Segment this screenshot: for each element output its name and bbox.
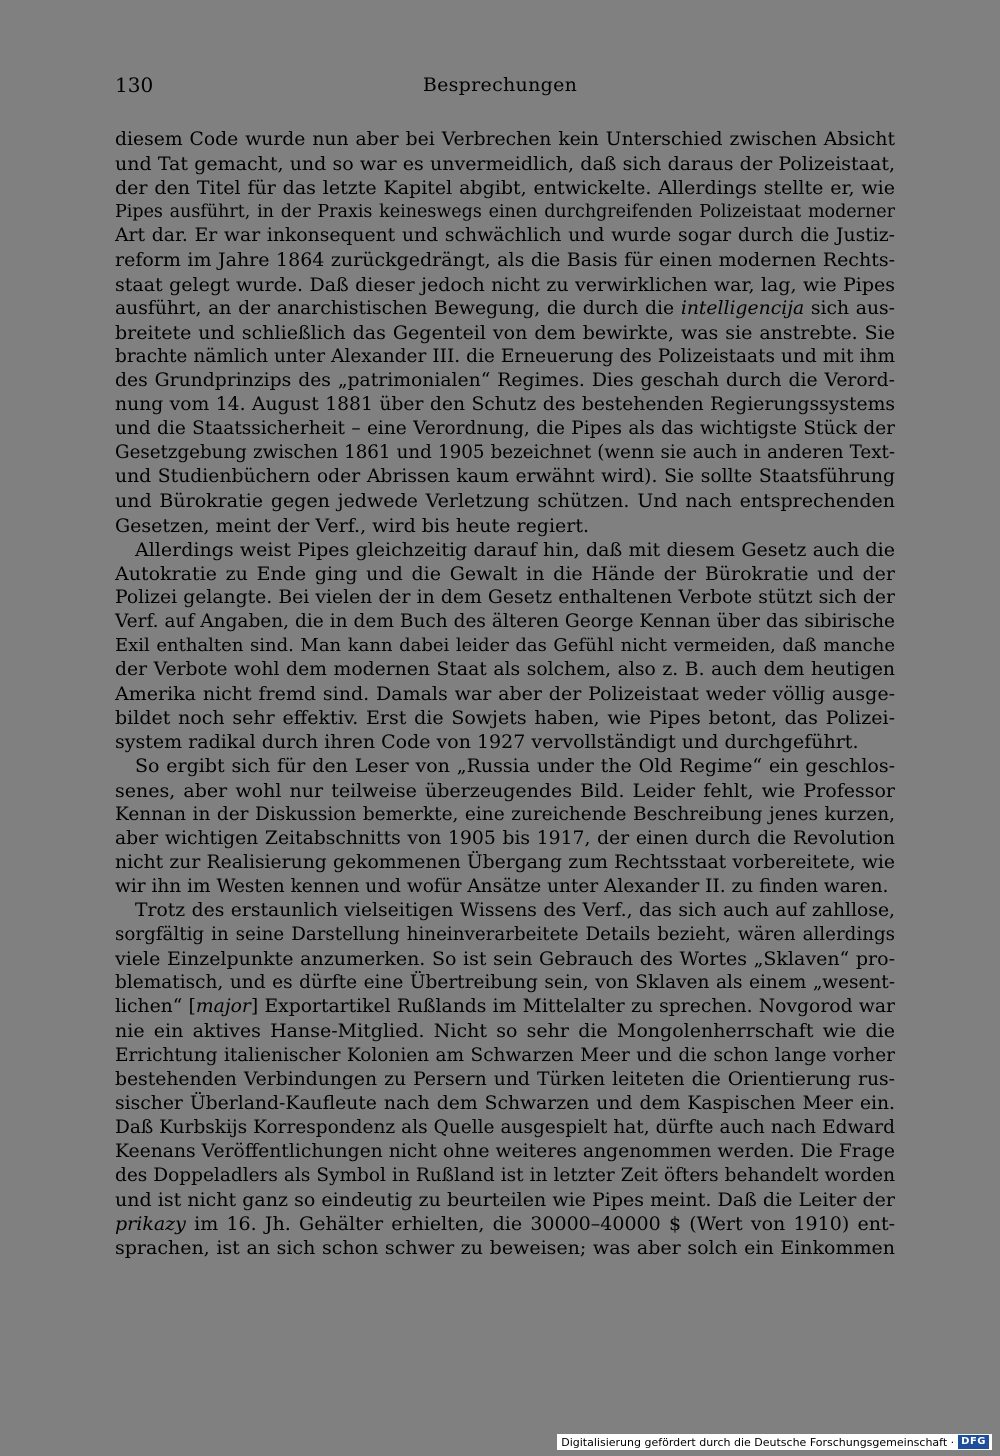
text-line: Autokratie zu Ende ging und die Gewalt in die Hände der Bürokratie und der — [115, 562, 895, 585]
text-line: und Studienbüchern oder Abrissen kaum erwähnt wird). Sie sollte Staatsführung — [115, 466, 895, 488]
italic-term: prikazy — [115, 1213, 186, 1236]
text-line: wir ihn im Westen kennen und wofür Ansätze unter Alexander II. zu finden waren. — [115, 875, 889, 897]
digitization-credit — [557, 1434, 992, 1450]
text-line: nicht zur Realisierung gekommenen Übergang zum Rechtsstaat vorbereitete, wie — [115, 851, 895, 873]
text-line: diesem Code wurde nun aber bei Verbrechen kein Unterschied zwischen Absicht — [115, 129, 895, 150]
text-segment: lichen“ [ — [115, 996, 196, 1018]
text-line: Gesetzen, meint der Verf., wird bis heute regiert. — [115, 514, 590, 537]
text-line: Exil enthalten sind. Man kann dabei leider das Gefühl nicht vermeiden, daß manche — [115, 634, 895, 656]
body-text — [115, 128, 895, 1260]
text-line: Pipes ausführt, in der Praxis keineswegs einen durchgreifenden Polizeistaat moderner — [115, 202, 895, 223]
text-line — [115, 995, 895, 1019]
text-line: brachte nämlich unter Alexander III. die Erneuerung des Polizeistaats und mit ihm — [115, 345, 895, 367]
text-line: des Doppeladlers als Symbol in Rußland ist in letzter Zeit öfters behandelt worden — [115, 1165, 895, 1187]
text-line — [115, 1212, 895, 1236]
text-line: reform im Jahre 1864 zurückgedrängt, als die Basis für einen modernen Rechts- — [115, 249, 895, 272]
text-line: breitete und schließlich das Gegenteil von dem bewirkte, was sie anstrebte. Sie — [115, 321, 895, 344]
text-line: Trotz des erstaunlich vielseitigen Wissens des Verf., das sich auch auf zahllose, — [135, 900, 895, 921]
text-line — [115, 297, 895, 321]
text-line: Art dar. Er war inkonsequent und schwächlich und wurde sogar durch die Justiz- — [115, 225, 895, 247]
text-line: Errichtung italienischer Kolonien am Schwarzen Meer und die schon lange vorher — [115, 1044, 895, 1066]
text-line: und Tat gemacht, und so war es unvermeidlich, daß sich daraus der Polizeistaat, — [115, 153, 895, 176]
text-line: und Bürokratie gegen jedwede Verletzung schützen. Und nach entsprechenden — [115, 490, 895, 513]
text-line: Keenans Veröffentlichungen nicht ohne weiteres angenommen werden. Die Frage — [115, 1140, 895, 1162]
text-segment: sich aus- — [804, 297, 896, 319]
text-segment: im 16. Jh. Gehälter erhielten, die 30000–40000 $ (Wert von 1910) ent- — [185, 1213, 895, 1236]
text-line: sprachen, ist an sich schon schwer zu beweisen; was aber solch ein Einkommen — [115, 1237, 895, 1260]
text-line: Verf. auf Angaben, die in dem Buch des älteren George Kennan über das sibirische — [115, 610, 895, 632]
text-line: und die Staatssicherheit – eine Verordnung, die Pipes als das wichtigste Stück der — [115, 418, 895, 440]
text-line: blematisch, und es dürfte eine Übertreibung sein, von Sklaven als einem „wesent- — [115, 972, 895, 994]
text-line: senes, aber wohl nur teilweise überzeugendes Bild. Leider fehlt, wie Professor — [115, 779, 895, 802]
text-line: und ist nicht ganz so eindeutig zu beurteilen wie Pipes meint. Daß die Leiter der — [115, 1189, 895, 1212]
italic-term: major — [195, 996, 251, 1018]
dfg-logo: DFG — [958, 1435, 989, 1449]
text-line: sorgfältig in seine Darstellung hineinverarbeitete Details bezieht, wären allerdings — [115, 924, 895, 946]
text-segment: ] Exportartikel Rußlands im Mittelalter zu sprechen. Novgorod war — [250, 996, 896, 1018]
text-line: bildet noch sehr effektiv. Erst die Sowjets haben, wie Pipes betont, das Polizei- — [115, 707, 895, 730]
text-line: nung vom 14. August 1881 über den Schutz des bestehenden Regierungssystems — [115, 394, 895, 416]
text-line: sischer Überland-Kaufleute nach dem Schwarzen und dem Kaspischen Meer ein. — [115, 1092, 895, 1114]
text-line: nie ein aktives Hanse-Mitglied. Nicht so sehr die Mongolenherrschaft wie die — [115, 1020, 895, 1043]
italic-term: intelligencija — [680, 297, 805, 319]
text-line: system radikal durch ihren Code von 1927 vervollständigt und durchgeführt. — [115, 731, 859, 754]
text-line: der Verbote wohl dem modernen Staat als solchem, also z. B. auch dem heutigen — [115, 659, 895, 681]
text-line: Daß Kurbskijs Korrespondenz als Quelle ausgespielt hat, dürfte auch nach Edward — [115, 1116, 895, 1138]
text-line: staat gelegt wurde. Daß dieser jedoch nicht zu verwirklichen war, lag, wie Pipes — [115, 273, 895, 296]
credit-text: Digitalisierung gefördert durch die Deutsche Forschungsgemeinschaft · — [561, 1435, 955, 1449]
text-line: Polizei gelangte. Bei vielen der in dem Gesetz enthaltenen Verbote stützt sich der — [115, 586, 895, 608]
text-line: So ergibt sich für den Leser von „Russia under the Old Regime“ ein geschlos- — [135, 755, 895, 778]
text-line: Gesetzgebung zwischen 1861 und 1905 bezeichnet (wenn sie auch in anderen Text- — [115, 442, 895, 464]
text-line: der den Titel für das letzte Kapitel abgibt, entwickelte. Allerdings stellte er, wie — [115, 177, 895, 200]
running-head: Besprechungen — [422, 74, 578, 96]
text-line: des Grundprinzips des „patrimonialen“ Regimes. Dies geschah durch die Verord- — [115, 369, 895, 391]
text-line: viele Einzelpunkte anzumerken. So ist sein Gebrauch des Wortes „Sklaven“ pro- — [115, 948, 895, 971]
page-number: 130 — [115, 73, 154, 97]
text-line: Allerdings weist Pipes gleichzeitig darauf hin, daß mit diesem Gesetz auch die — [135, 538, 895, 561]
text-line: aber wichtigen Zeitabschnitts von 1905 bis 1917, der einen durch die Revolution — [115, 827, 895, 849]
text-line: Amerika nicht fremd sind. Damals war aber der Polizeistaat weder völlig ausge- — [115, 683, 895, 706]
text-segment: ausführt, an der anarchistischen Bewegung, die durch die — [115, 297, 681, 319]
text-line: bestehenden Verbindungen zu Persern und Türken leiteten die Orientierung rus- — [115, 1068, 895, 1090]
text-line: Kennan in der Diskussion bemerkte, eine zureichende Beschreibung jenes kurzen, — [115, 803, 895, 825]
